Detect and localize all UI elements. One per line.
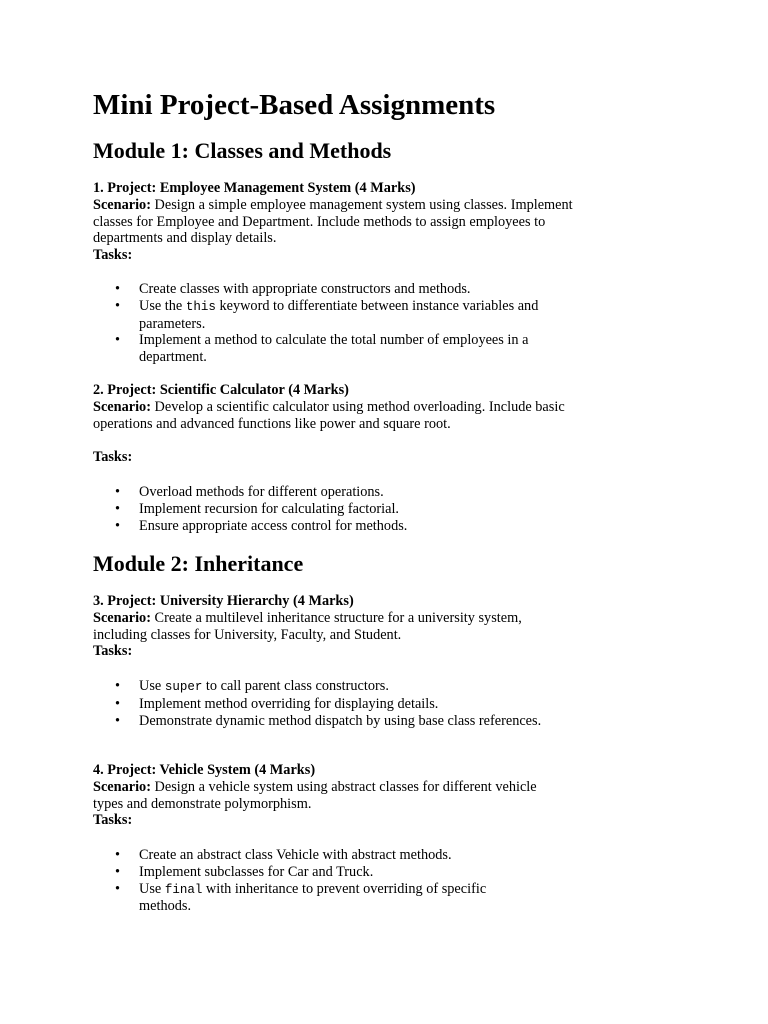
bullet-icon: • — [115, 332, 121, 349]
code-keyword: this — [185, 299, 216, 314]
module-2-heading: Module 2: Inheritance — [93, 551, 304, 576]
list-item: • Create an abstract class Vehicle with abstract methods. — [115, 847, 452, 863]
project-2-title: 2. Project: Scientific Calculator (4 Marks) — [93, 382, 349, 398]
bullet-icon: • — [115, 880, 121, 897]
project-1-scenario — [93, 197, 573, 247]
scenario-label: Scenario: — [93, 398, 151, 415]
scenario-label: Scenario: — [93, 778, 151, 795]
code-keyword: final — [164, 882, 203, 897]
list-item: • Implement method overriding for displaying details. — [115, 695, 439, 712]
tasks-label: Tasks: — [93, 449, 133, 466]
bullet-icon: • — [115, 678, 121, 694]
list-item: • Demonstrate dynamic method dispatch by using base class references. — [115, 712, 542, 729]
bullet-icon: • — [115, 695, 121, 712]
list-item: • Implement subclasses for Car and Truck. — [115, 863, 374, 880]
project-2-scenario — [93, 399, 573, 433]
list-item: • Use final with inheritance to prevent overriding of specific methods. — [115, 880, 487, 915]
scenario-text: Design a simple employee management system using classes. Implement classes for Employee and Department. Include methods to assign employees to departments and display details. — [93, 196, 573, 247]
bullet-icon: • — [115, 281, 121, 297]
bullet-icon: • — [115, 484, 121, 500]
bullet-icon: • — [115, 297, 121, 314]
project-1-title: 1. Project: Employee Management System (4 Marks) — [93, 180, 416, 196]
scenario-label: Scenario: — [93, 609, 151, 626]
tasks-label: Tasks: — [93, 812, 133, 829]
page-title: Mini Project-Based Assignments — [93, 89, 496, 121]
scenario-label: Scenario: — [93, 196, 151, 213]
project-4-title: 4. Project: Vehicle System (4 Marks) — [93, 762, 316, 778]
project-2-description — [93, 382, 573, 466]
bullet-icon: • — [115, 500, 121, 517]
list-item: • Use the this keyword to differentiate between instance variables and parameters. — [115, 297, 539, 332]
project-3-task-list — [93, 678, 569, 729]
project-4-task-list — [93, 847, 569, 915]
project-1-task-list — [93, 281, 569, 366]
project-1-description — [93, 180, 573, 264]
bullet-icon: • — [115, 863, 121, 880]
tasks-label: Tasks: — [93, 643, 133, 660]
list-item: • Create classes with appropriate constructors and methods. — [115, 281, 471, 297]
project-4-description — [93, 762, 573, 829]
bullet-icon: • — [115, 517, 121, 534]
project-3-title: 3. Project: University Hierarchy (4 Marks) — [93, 593, 354, 609]
project-3-description — [93, 593, 573, 660]
project-2-task-list — [93, 484, 569, 534]
list-item: • Implement a method to calculate the total number of employees in a department. — [115, 332, 529, 366]
project-3-scenario — [93, 610, 563, 644]
code-keyword: super — [164, 680, 203, 694]
list-item: • Ensure appropriate access control for methods. — [115, 517, 408, 534]
project-4-scenario — [93, 779, 538, 813]
scenario-text: Create a multilevel inheritance structure for a university system, including classes for University, Faculty, and Student. — [93, 609, 522, 643]
tasks-label: Tasks: — [93, 247, 133, 264]
bullet-icon: • — [115, 847, 121, 863]
list-item: • Use super to call parent class constructors. — [115, 678, 389, 694]
scenario-text: Develop a scientific calculator using method overloading. Include basic operations and advanced functions like power and square root. — [93, 398, 565, 432]
list-item: • Implement recursion for calculating factorial. — [115, 500, 400, 517]
list-item: • Overload methods for different operations. — [115, 484, 384, 500]
scenario-text: Design a vehicle system using abstract classes for different vehicle types and demonstrate polymorphism. — [93, 778, 537, 812]
module-1-heading: Module 1: Classes and Methods — [93, 138, 392, 163]
bullet-icon: • — [115, 712, 121, 729]
